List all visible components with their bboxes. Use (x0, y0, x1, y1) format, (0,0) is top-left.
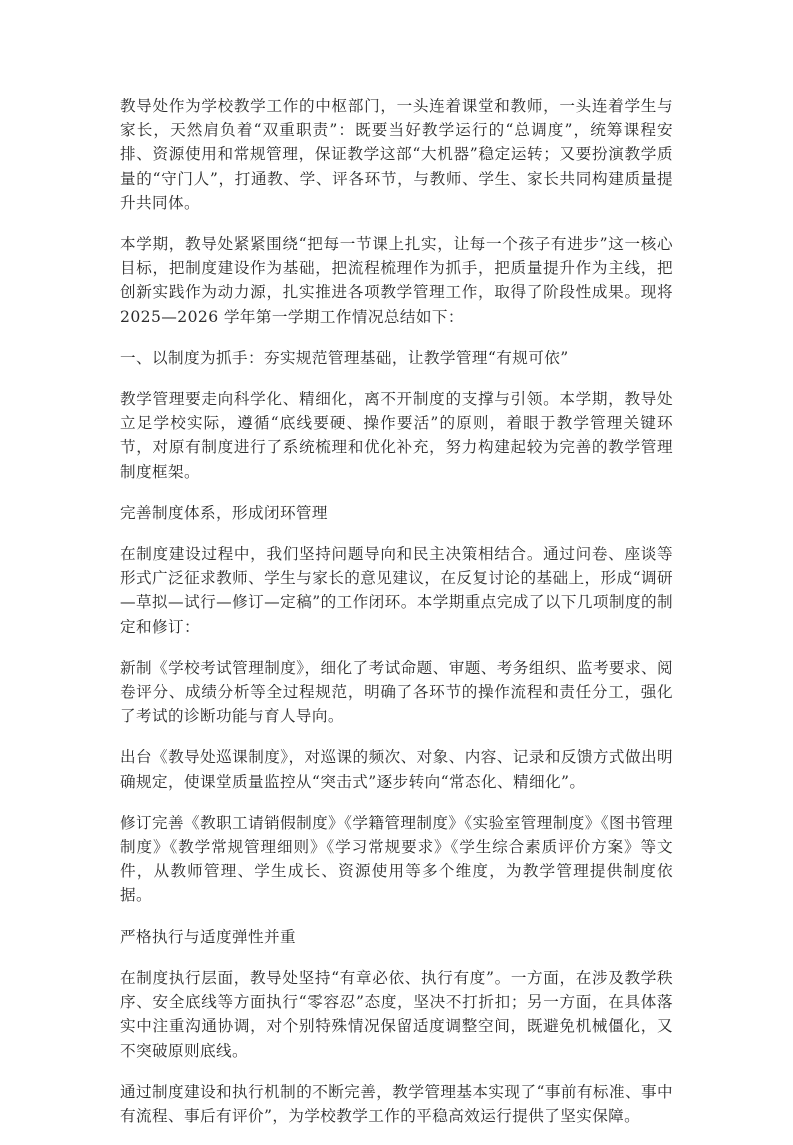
intro-paragraph: 教导处作为学校教学工作的中枢部门，一头连着课堂和教师，一头连着学生与家长，天然肩负着“双重职责”：既要当好教学运行的“总调度”，统筹课程安排、资源使用和常规管理，保证教学这部“大机器”稳定运转；又要扮演教学质量的“守门人”，打通教、学、评各环节，与教师、学生、家长共同构建质量提升共同体。 (120, 97, 673, 212)
subheading-system: 完善制度体系，形成闭环管理 (120, 503, 328, 522)
conclusion-paragraph: 通过制度建设和执行机制的不断完善，教学管理基本实现了“事前有标准、事中有流程、事后有评价”，为学校教学工作的平稳高效运行提供了坚实保障。 (120, 1082, 673, 1125)
section-heading-1: 一、以制度为抓手：夯实规范管理基础，让教学管理“有规可依” (120, 348, 569, 367)
document-page (120, 94, 673, 1145)
exam-policy-paragraph: 新制《学校考试管理制度》，细化了考试命题、审题、考务组织、监考要求、阅卷评分、成绩分析等全过程规范，明确了各环节的操作流程和责任分工，强化了考试的诊断功能与育人导向。 (120, 658, 673, 726)
system-building-paragraph: 在制度建设过程中，我们坚持问题导向和民主决策相结合。通过问卷、座谈等形式广泛征求教师、学生与家长的意见建议，在反复讨论的基础上，形成“调研—草拟—试行—修订—定稿”的工作闭环。本学期重点完成了以下几项制度的制定和修订： (120, 545, 673, 636)
subheading-execution: 严格执行与适度弹性并重 (120, 927, 296, 946)
semester-overview-paragraph: 本学期，教导处紧紧围绕“把每一节课上扎实，让每一个孩子有进步”这一核心目标，把制度建设作为基础，把流程梳理作为抓手，把质量提升作为主线，把创新实践作为动力源，扎实推进各项教学管理工作，取得了阶段性成果。现将 2025—2026 学年第一学期工作情况总结如下： (120, 235, 673, 326)
revised-policies-paragraph: 修订完善《教职工请销假制度》《学籍管理制度》《实验室管理制度》《图书管理制度》《教学常规管理细则》《学习常规要求》《学生综合素质评价方案》等文件，从教师管理、学生成长、资源使用等多个维度，为教学管理提供制度依据。 (120, 813, 673, 905)
patrol-policy-paragraph: 出台《教导处巡课制度》，对巡课的频次、对象、内容、记录和反馈方式做出明确规定，使课堂质量监控从“突击式”逐步转向“常态化、精细化”。 (120, 748, 673, 791)
execution-paragraph: 在制度执行层面，教导处坚持“有章必依、执行有度”。一方面，在涉及教学秩序、安全底线等方面执行“零容忍”态度，坚决不打折扣；另一方面，在具体落实中注重沟通协调，对个别特殊情况保留适度调整空间，既避免机械僵化，又不突破原则底线。 (120, 968, 673, 1060)
section-1-intro-paragraph: 教学管理要走向科学化、精细化，离不开制度的支撑与引领。本学期，教导处立足学校实际，遵循“底线要硬、操作要活”的原则，着眼于教学管理关键环节，对原有制度进行了系统梳理和优化补充，努力构建起较为完善的教学管理制度框架。 (120, 390, 673, 481)
